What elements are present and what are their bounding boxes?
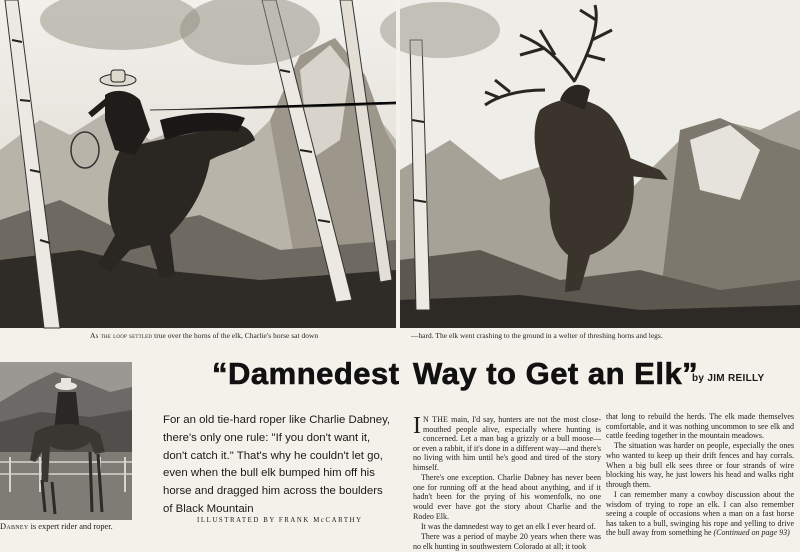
rider-photo: [0, 362, 132, 520]
byline: by JIM REILLY: [692, 373, 765, 384]
article-column-1: [413, 415, 601, 552]
headline-part-2: Way to Get an Elk”: [413, 356, 699, 391]
lead-in: N THE: [423, 415, 449, 424]
article-paragraph: There was a period of maybe 20 years when there was no elk hunting in southwestern Colorado at all; it took: [413, 531, 601, 551]
paragraph-text: I can remember many a cowboy discussion about the wisdom of trying to rope an elk. I can also remember seeing a couple of occasions when a man on a fast horse has taken to a bull, swinging his rope and yelling to drive the bull away from something he: [606, 489, 794, 538]
photo-caption-text: is expert rider and roper.: [28, 522, 113, 531]
paragraph-text: main, I'd say, hunters are not the most close-mouthed people alive, especially where hunting is concerned. Let a man bag a grizzly or a bull moose—or even a rabbit, if it's done in a different way—and there's no living with him until he's good and tired of the story himself.: [413, 415, 602, 472]
photo-caption: [0, 522, 113, 531]
illustration-caption-right: —hard. The elk went crashing to the ground in a welter of threshing horns and legs.: [411, 331, 663, 340]
article-paragraph: The situation was harder on people, especially the ones who wanted to keep up their drift fences and hay corrals. When a big bull elk sees three or four strands of wire blocking his way, he just lowers his head and walks right through them.: [606, 441, 794, 489]
article-paragraph: It was the damnedest way to get an elk I ever heard of.: [421, 521, 596, 531]
article-paragraph: [413, 415, 601, 473]
article-paragraph: that long to rebuild the herds. The elk made themselves comfortable, and it was nothing uncommon to see elk and cattle feeding together in the mountain meadows.: [606, 412, 794, 441]
caption-text: true over the horns of the elk, Charlie's horse sat down: [152, 331, 319, 340]
article-column-2: [606, 412, 794, 539]
photo-caption-name: Dabney: [0, 522, 29, 531]
rider-photo-image: [0, 362, 132, 520]
continued-link[interactable]: (Continued on page 93): [713, 528, 790, 538]
article-paragraph: There's one exception. Charlie Dabney has never been one for running off at the head about anything, and if it hadn't been for the prying of his womenfolk, no one would ever have got the story about Charlie and the Rodeo Elk.: [413, 473, 601, 521]
headline-part-1: “Damnedest: [212, 356, 400, 391]
caption-lead: As the loop settled: [90, 331, 153, 340]
illustration-caption-left: [90, 331, 318, 340]
article-deck: For an old tie-hard roper like Charlie Dabney, there's only one rule: "If you don't want it, don't catch it." That's why he couldn't let go, even when the bull elk bumped him off his horse and dragged him across the boulders of Black Mountain: [163, 414, 391, 515]
illustrator-credit: ILLUSTRATED BY FRANK McCARTHY: [197, 517, 363, 524]
article-paragraph: [606, 490, 794, 538]
drop-cap: I: [413, 413, 421, 439]
spread-gutter: [396, 0, 400, 328]
